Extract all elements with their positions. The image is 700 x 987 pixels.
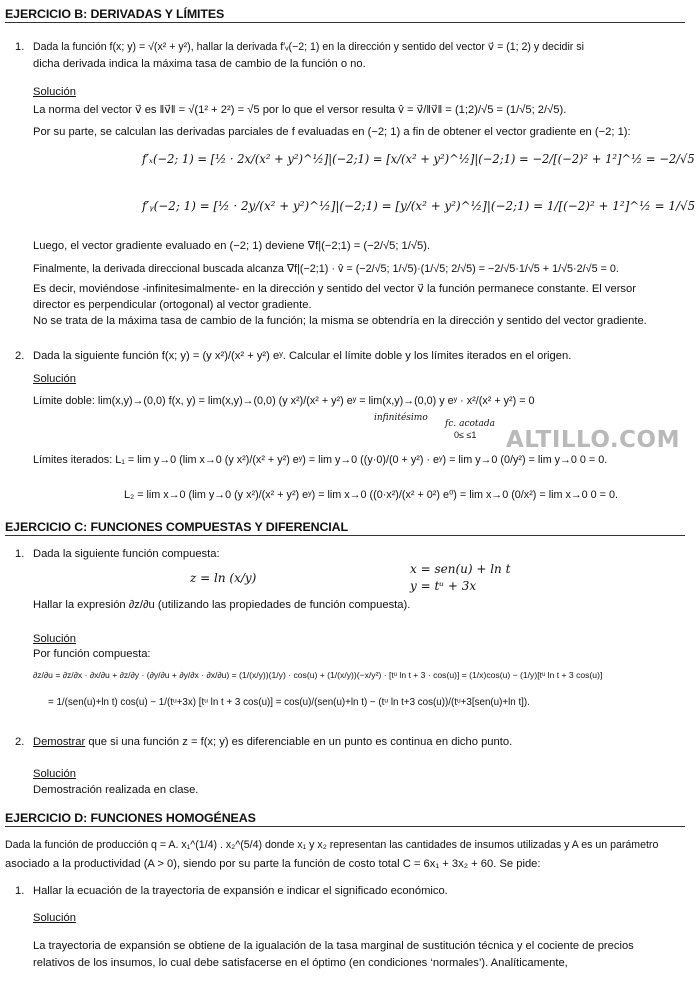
b2-number: 2.: [15, 350, 25, 362]
section-b-heading: EJERCICIO B: DERIVADAS Y LÍMITES: [5, 7, 685, 23]
c1-system-x: x = sen(u) + ln t: [410, 562, 511, 576]
b1-norm-line: La norma del vector v⃗ es ‖v⃗‖ = √(1² + 2²) = √5 por lo que el versor resulta v̂ = v⃗/‖v⃗‖ = (1;2)/√5 = (1/√5; 2/√5).: [33, 104, 567, 116]
d1-number: 1.: [15, 885, 25, 897]
b1-directional-line: Finalmente, la derivada direccional buscada alcanza ∇f|(−2;1) · v̂ = (−2/√5; 1/√5)·(1/√5; 2/√5) = −2/√5·1/√5 + 1/√5·2/√5 = 0.: [33, 263, 619, 275]
b1-number: 1.: [15, 41, 25, 53]
b2-note-infinitesimal: infinitésimo: [374, 413, 428, 423]
d-intro-line1: Dada la función de producción q = A. x₁^(1/4) . x₂^(5/4) donde x₁ y x₂ representan las cantidades de insumos utilizadas y A es un parámetro: [5, 839, 659, 851]
b2-solution-label: Solución: [33, 373, 76, 385]
d1-question: Hallar la ecuación de la trayectoria de expansión e indicar el significado económico.: [33, 885, 448, 897]
c2-result: Demostración realizada en clase.: [33, 784, 199, 796]
c1-statement: Dada la siguiente función compuesta:: [33, 548, 220, 560]
c1-solution-label: Solución: [33, 633, 76, 645]
section-c-heading: EJERCICIO C: FUNCIONES COMPUESTAS Y DIFERENCIAL: [5, 520, 685, 536]
c1-equation-line2: = 1/(sen(u)+ln t) cos(u) − 1/(tᵘ+3x) [tᵘ ln t + 3 cos(u)] = cos(u)/(sen(u)+ln t) − (tᵘ ln t+3 cos(u))/(tᵘ+3[sen(u)+ln t]).: [48, 697, 530, 708]
c2-solution-label: Solución: [33, 768, 76, 780]
d1-paragraph-line2: relativos de los insumos, lo cual debe satisfacerse en el óptimo (en condiciones ‘normales’). Analíticamente,: [33, 957, 568, 969]
d1-paragraph-line1: La trayectoria de expansión se obtiene de la igualación de la tasa marginal de sustitución técnica y el cociente de precios: [33, 940, 634, 952]
b1-partial-fx: f′ₓ(−2; 1) = [½ · 2x/(x² + y²)^½]|(−2;1) = [x/(x² + y²)^½]|(−2;1) = −2/[(−2)² + 1²]^½ = −2/√5: [142, 152, 695, 166]
d1-solution-label: Solución: [33, 912, 76, 924]
b1-conclusion-line2: director es perpendicular (ortogonal) al vector gradiente.: [33, 299, 312, 311]
c1-question: Hallar la expresión ∂z/∂u (utilizando las propiedades de función compuesta).: [33, 599, 411, 611]
c1-number: 1.: [15, 548, 25, 560]
b1-conclusion-line1: Es decir, moviéndose -infinitesimalmente- en la dirección y sentido del vector v⃗ la función permanece constante. El versor: [33, 283, 636, 295]
b2-iterated-limit-1: Límites iterados: L₁ = lim y→0 (lim x→0 (y x²)/(x² + y²) eʸ) = lim y→0 ((y·0)/(0 + y²) · eʸ) = lim y→0 (0/y²) = lim y→0 0 = 0.: [33, 454, 608, 466]
c1-system-y: y = tᵘ + 3x: [410, 579, 477, 593]
b1-partials-intro: Por su parte, se calculan las derivadas parciales de f evaluadas en (−2; 1) a fin de obtener el vector gradiente en (−2; 1):: [33, 126, 631, 138]
c2-demostrar-word: Demostrar: [33, 736, 86, 748]
b1-gradient-line: Luego, el vector gradiente evaluado en (−2; 1) deviene ∇f|(−2;1) = (−2/√5; 1/√5).: [33, 240, 431, 252]
watermark-logo: ALTILLO.COM: [506, 427, 680, 453]
c2-statement: [33, 735, 512, 749]
c1-by-composite: Por función compuesta:: [33, 648, 151, 660]
b1-solution-label: Solución: [33, 86, 76, 98]
b2-statement: Dada la siguiente función f(x; y) = (y x²)/(x² + y²) eʸ. Calcular el límite doble y los límites iterados en el origen.: [33, 350, 572, 362]
c2-statement-rest: que si una función z = f(x; y) es diferenciable en un punto es continua en dicho punto.: [85, 736, 513, 748]
b1-conclusion-line3: No se trata de la máxima tasa de cambio de la función; la misma se obtendría en la dirección y sentido del vector gradiente.: [33, 315, 647, 327]
b1-partial-fy: f′ᵧ(−2; 1) = [½ · 2y/(x² + y²)^½]|(−2;1) = [y/(x² + y²)^½]|(−2;1) = 1/[(−2)² + 1²]^½ = 1/√5: [142, 199, 696, 213]
b2-iterated-limit-2: L₂ = lim x→0 (lim y→0 (y x²)/(x² + y²) eʸ) = lim x→0 ((0·x²)/(x² + 0²) e⁰) = lim x→0 (0/x²) = lim x→0 0 = 0.: [124, 489, 618, 501]
b2-note-bounded: fc. acotada: [445, 419, 496, 429]
d-intro-line2: asociado a la productividad (A > 0), siendo por su parte la función de costo total C = 6x₁ + 3x₂ + 60. Se pide:: [5, 858, 541, 870]
c1-equation-line1: ∂z/∂u = ∂z/∂x · ∂x/∂u + ∂z/∂y · (∂y/∂u + ∂y/∂x · ∂x/∂u) = (1/(x/y))(1/y) · cos(u) + (1/(x/y))(−x/y²) · [tᵘ ln t + 3 · cos(u)] = (1/x)cos(u) − (1/y)[tᵘ ln t + 3 cos(u)]: [33, 670, 603, 680]
b1-statement-line1: Dada la función f(x; y) = √(x² + y²), hallar la derivada f′ᵥ(−2; 1) en la dirección y sentido del vector v⃗ = (1; 2) y decidir si: [33, 41, 584, 53]
b2-note-range: 0≤ ≤1: [454, 430, 477, 440]
b2-double-limit: Límite doble: lim(x,y)→(0,0) f(x, y) = lim(x,y)→(0,0) (y x²)/(x² + y²) eʸ = lim(x,y)→(0,0) y eʸ · x²/(x² + y²) = 0: [33, 395, 535, 407]
section-d-heading: EJERCICIO D: FUNCIONES HOMOGÉNEAS: [5, 811, 685, 827]
c2-number: 2.: [15, 736, 25, 748]
b1-statement-line2: dicha derivada indica la máxima tasa de cambio de la función o no.: [33, 58, 366, 70]
c1-function-z: z = ln (x/y): [190, 571, 257, 585]
